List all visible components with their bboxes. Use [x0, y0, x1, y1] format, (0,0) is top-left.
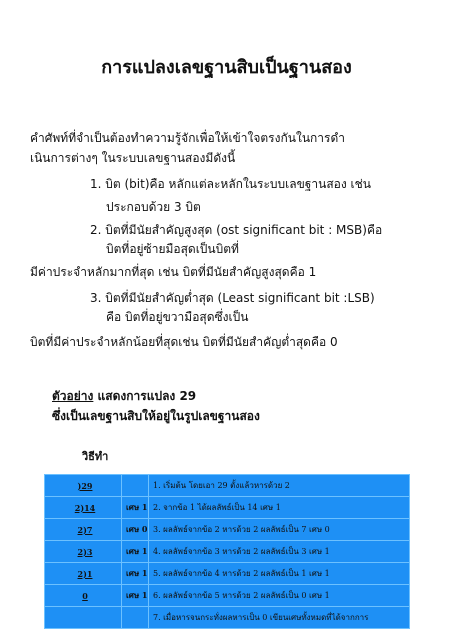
intro-line-1: คำศัพท์ที่จำเป็นต้องทำความรู้จักเพื่อให้เข้าใจตรงกันในการดำ — [30, 131, 345, 145]
term-3-continuation: บิตที่มีค่าประจำหลักน้อยที่สุดเช่น บิตที่มีนัยสำคัญต่ำสุดคือ 0 — [30, 335, 338, 349]
step-dividend: 2)1 — [45, 563, 122, 585]
step-remainder: เศษ 1 — [122, 585, 149, 607]
step-remainder: เศษ 1 — [122, 563, 149, 585]
intro-line-2: เนินการต่างๆ ในระบบเลขฐานสองมีดังนี้ — [30, 151, 236, 165]
term-2-line-1: 2. บิตที่มีนัยสำคัญสูงสุด (ost significant bit : MSB)คือ — [90, 223, 383, 237]
step-dividend: 2)14 — [45, 497, 122, 519]
step-description: 7. เมื่อหารจนกระทั่งผลหารเป็น 0 เขียนเศษทั้งหมดที่ได้จากการ — [149, 607, 410, 629]
step-description: 6. ผลลัพธ์จากข้อ 5 หารด้วย 2 ผลลัพธ์เป็น 0 เศษ 1 — [149, 585, 410, 607]
step-description: 4. ผลลัพธ์จากข้อ 3 หารด้วย 2 ผลลัพธ์เป็น 3 เศษ 1 — [149, 541, 410, 563]
step-dividend: )29 — [45, 475, 122, 497]
term-3-line-1: 3. บิตที่มีนัยสำคัญต่ำสุด (Least significant bit :LSB) — [90, 291, 375, 305]
step-dividend — [45, 607, 122, 629]
term-3-line-2: คือ บิตที่อยู่ขวามือสุดซึ่งเป็น — [106, 310, 249, 324]
example-line-1-text: แสดงการแปลง 29 — [93, 389, 197, 403]
step-remainder — [122, 607, 149, 629]
table-row — [45, 475, 410, 497]
step-description: 1. เริ่มต้น โดยเอา 29 ตั้งแล้วหารด้วย 2 — [149, 475, 410, 497]
term-2-continuation: มีค่าประจำหลักมากที่สุด เช่น บิตที่มีนัยสำคัญสูงสุดคือ 1 — [30, 265, 317, 279]
step-remainder: เศษ 1 — [122, 541, 149, 563]
table-row — [45, 497, 410, 519]
document-title: การแปลงเลขฐานสิบเป็นฐานสอง — [101, 57, 352, 78]
step-dividend: 2)7 — [45, 519, 122, 541]
term-1-line-1: 1. บิต (bit)คือ หลักแต่ละหลักในระบบเลขฐานสอง เช่น — [90, 177, 372, 191]
example-line-1 — [52, 388, 196, 405]
step-dividend: 0 — [45, 585, 122, 607]
term-1-line-2: ประกอบด้วย 3 บิต — [106, 200, 201, 214]
step-description: 2. จากข้อ 1 ได้ผลลัพธ์เป็น 14 เศษ 1 — [149, 497, 410, 519]
table-row — [45, 607, 410, 629]
term-2-line-2: บิตที่อยู่ซ้ายมือสุดเป็นบิตที่ — [106, 242, 239, 256]
example-line-2: ซึ่งเป็นเลขฐานสิบให้อยู่ในรูปเลขฐานสอง — [52, 409, 260, 423]
step-remainder: เศษ 0 — [122, 519, 149, 541]
table-row — [45, 519, 410, 541]
step-description: 5. ผลลัพธ์จากข้อ 4 หารด้วย 2 ผลลัพธ์เป็น 1 เศษ 1 — [149, 563, 410, 585]
method-label: วิธีทำ — [82, 450, 109, 463]
step-dividend: 2)3 — [45, 541, 122, 563]
step-remainder — [122, 475, 149, 497]
table-row — [45, 563, 410, 585]
example-label: ตัวอย่าง — [52, 389, 94, 403]
step-remainder: เศษ 1 — [122, 497, 149, 519]
division-steps-table — [44, 474, 410, 629]
table-row — [45, 541, 410, 563]
table-row — [45, 585, 410, 607]
step-description: 3. ผลลัพธ์จากข้อ 2 หารด้วย 2 ผลลัพธ์เป็น 7 เศษ 0 — [149, 519, 410, 541]
